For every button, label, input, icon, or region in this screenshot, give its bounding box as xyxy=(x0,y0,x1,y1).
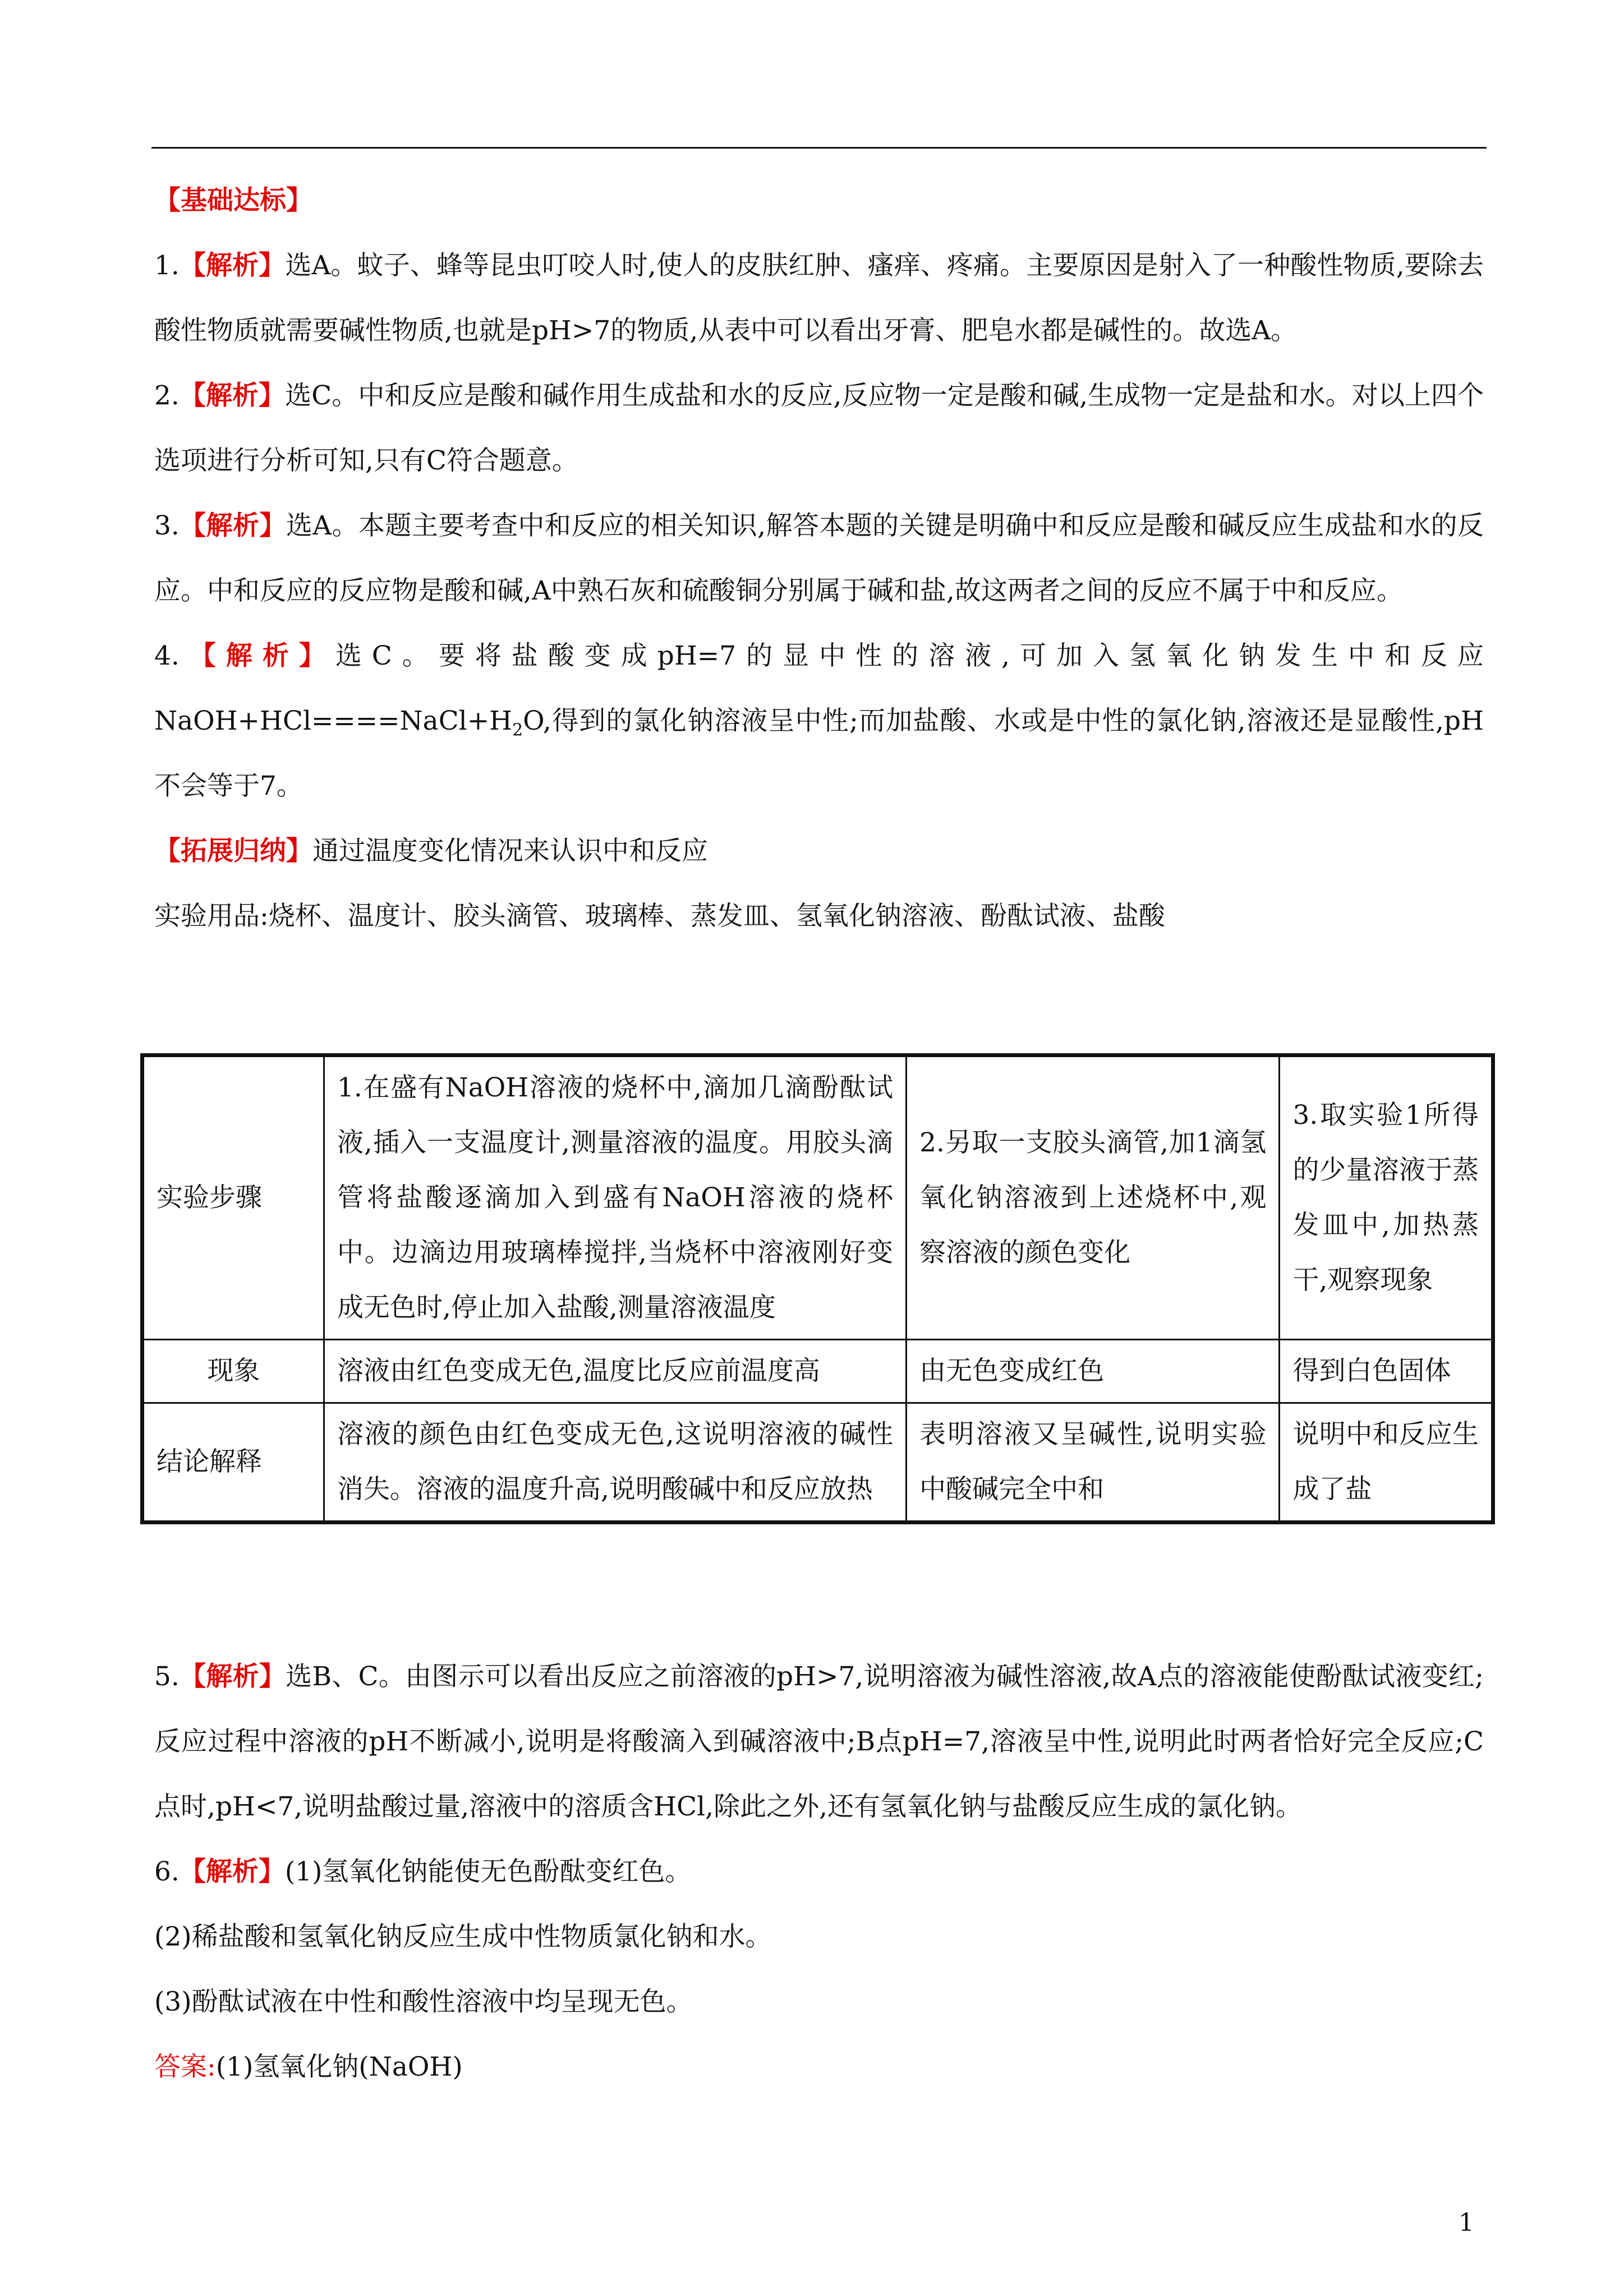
item-3 xyxy=(154,494,1484,624)
lower-content xyxy=(154,1644,1484,2100)
subscript: 2 xyxy=(512,720,523,740)
table-row xyxy=(142,1340,1493,1403)
table-cell: 得到白色固体 xyxy=(1280,1340,1493,1403)
materials-line: 实验用品:烧杯、温度计、胶头滴管、玻璃棒、蒸发皿、氢氧化钠溶液、酚酞试液、盐酸 xyxy=(154,901,1165,932)
item-text-cont: O,得到的氯化钠溶液呈中性;而加盐酸、水或是中性的氯化钠,溶液还是显酸性,pH不会等于7。 xyxy=(154,706,1484,801)
answer-text: (1)氢氧化钠(NaOH) xyxy=(215,2051,463,2082)
expand-heading xyxy=(154,819,1484,884)
item-text: 选C。要将盐酸变成pH=7的显中性的溶液,可加入氢氧化钠发生中和反应NaOH+HCl====NaCl+H xyxy=(154,640,1484,736)
table-cell: 1.在盛有NaOH溶液的烧杯中,滴加几滴酚酞试液,插入一支温度计,测量溶液的温度。用胶头滴管将盐酸逐滴加入到盛有NaOH溶液的烧杯中。边滴边用玻璃棒搅拌,当烧杯中溶液刚好变成无色时,停止加入盐酸,测量溶液温度 xyxy=(324,1055,906,1340)
item-number: 5. xyxy=(154,1661,180,1692)
item-4 xyxy=(154,624,1484,819)
item-text: 选A。蚊子、蜂等昆虫叮咬人时,使人的皮肤红肿、瘙痒、疼痛。主要原因是射入了一种酸性物质,要除去酸性物质就需要碱性物质,也就是pH>7的物质,从表中可以看出牙膏、肥皂水都是碱性的。故选A。 xyxy=(154,250,1484,346)
row-label: 结论解释 xyxy=(142,1403,324,1523)
section-title: 【基础达标】 xyxy=(154,185,312,216)
analysis-tag: 【解析】 xyxy=(179,380,286,411)
item-text: (1)氢氧化钠能使无色酚酞变红色。 xyxy=(284,1856,692,1887)
item-1 xyxy=(154,233,1484,363)
header-rule xyxy=(151,147,1487,149)
expand-tag: 【拓展归纳】 xyxy=(154,836,312,866)
item-number: 2. xyxy=(154,380,180,411)
item-text: 选C。中和反应是酸和碱作用生成盐和水的反应,反应物一定是酸和碱,生成物一定是盐和水。对以上四个选项进行分析可知,只有C符合题意。 xyxy=(154,380,1484,476)
page-number: 1 xyxy=(1459,2209,1474,2237)
experiment-table xyxy=(140,1053,1495,1524)
item-text: 选B、C。由图示可以看出反应之前溶液的pH>7,说明溶液为碱性溶液,故A点的溶液能使酚酞试液变红;反应过程中溶液的pH不断减小,说明是将酸滴入到碱溶液中;B点pH=7,溶液呈中性,说明此时两者恰好完全反应;C点时,pH<7,说明盐酸过量,溶液中的溶质含HCl,除此之外,还有氢氧化钠与盐酸反应生成的氯化钠。 xyxy=(154,1661,1484,1822)
row-label: 现象 xyxy=(142,1340,324,1403)
answer-label: 答案: xyxy=(154,2051,216,2082)
table-cell: 3.取实验1所得的少量溶液于蒸发皿中,加热蒸干,观察现象 xyxy=(1280,1055,1493,1340)
analysis-tag: 【解析】 xyxy=(179,510,286,541)
answer-line xyxy=(154,2035,1484,2100)
item-6-line-3: (3)酚酞试液在中性和酸性溶液中均呈现无色。 xyxy=(154,1986,693,2017)
table-cell: 说明中和反应生成了盐 xyxy=(1280,1403,1493,1523)
item-number: 4. xyxy=(154,640,180,671)
item-5 xyxy=(154,1644,1484,1839)
item-number: 3. xyxy=(154,510,180,541)
table-cell: 表明溶液又呈碱性,说明实验中酸碱完全中和 xyxy=(907,1403,1280,1523)
table-row xyxy=(142,1055,1493,1340)
table-cell: 溶液的颜色由红色变成无色,这说明溶液的碱性消失。溶液的温度升高,说明酸碱中和反应放热 xyxy=(324,1403,906,1523)
item-number: 1. xyxy=(154,250,180,281)
item-6-line-2: (2)稀盐酸和氢氧化钠反应生成中性物质氯化钠和水。 xyxy=(154,1921,772,1952)
upper-content xyxy=(154,168,1484,949)
item-6 xyxy=(154,1839,1484,1905)
item-number: 6. xyxy=(154,1856,180,1887)
analysis-tag: 【解析】 xyxy=(179,1661,286,1692)
row-label: 实验步骤 xyxy=(142,1055,324,1340)
table-cell: 由无色变成红色 xyxy=(907,1340,1280,1403)
table-cell: 溶液由红色变成无色,温度比反应前温度高 xyxy=(324,1340,906,1403)
table-row xyxy=(142,1403,1493,1523)
analysis-tag: 【解析】 xyxy=(179,250,286,281)
item-text: 选A。本题主要考查中和反应的相关知识,解答本题的关键是明确中和反应是酸和碱反应生成盐和水的反应。中和反应的反应物是酸和碱,A中熟石灰和硫酸铜分别属于碱和盐,故这两者之间的反应不属于中和反应。 xyxy=(154,510,1484,606)
analysis-tag: 【解析】 xyxy=(179,1856,285,1887)
table-cell: 2.另取一支胶头滴管,加1滴氢氧化钠溶液到上述烧杯中,观察溶液的颜色变化 xyxy=(907,1055,1280,1340)
item-2 xyxy=(154,363,1484,494)
analysis-tag: 【解析】 xyxy=(179,640,335,671)
expand-title: 通过温度变化情况来认识中和反应 xyxy=(312,836,708,866)
